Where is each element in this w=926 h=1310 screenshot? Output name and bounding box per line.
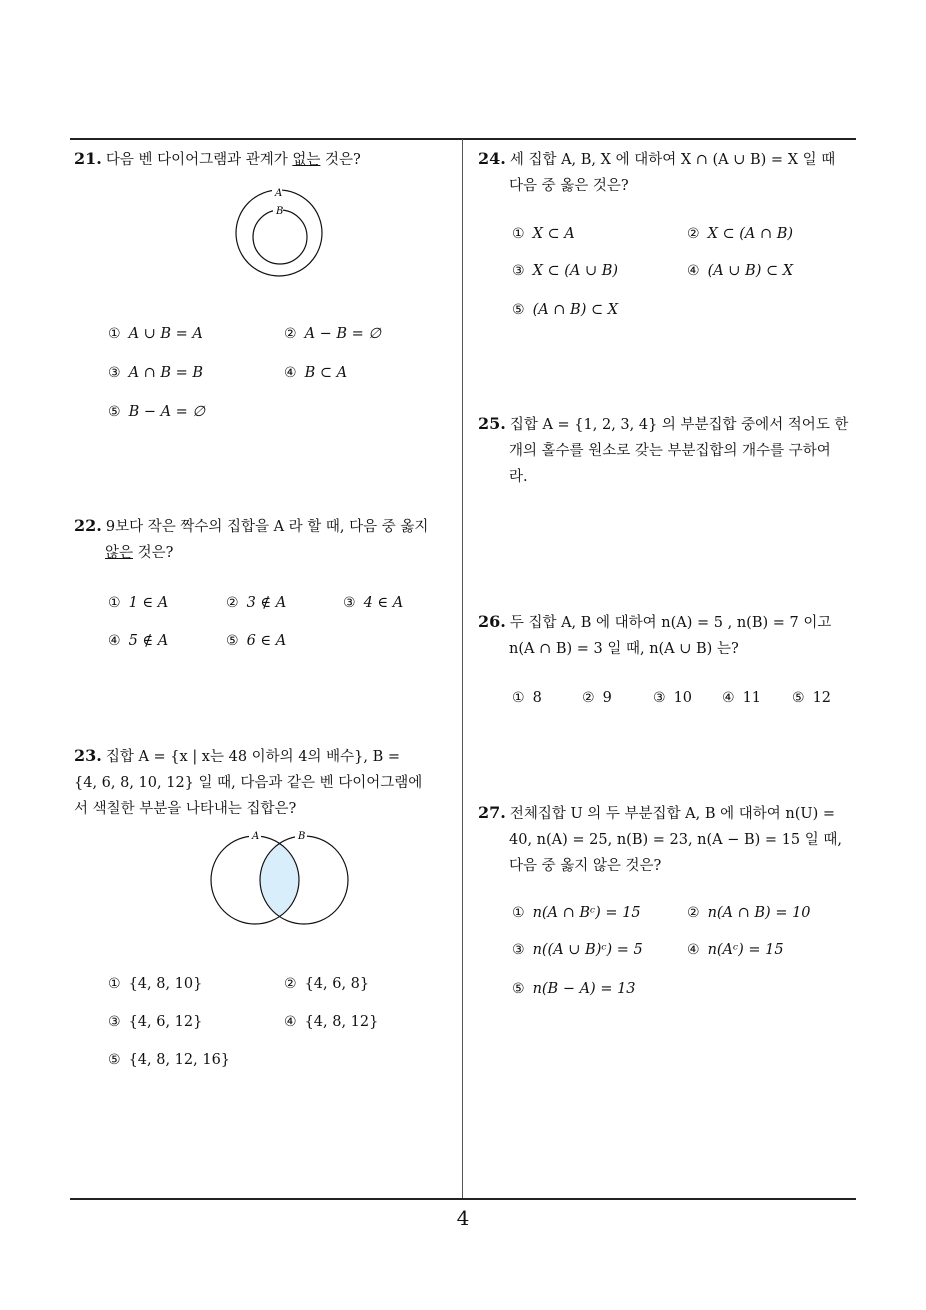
- option-mark: ①: [512, 905, 525, 921]
- question-text: 집합 A = {1, 2, 3, 4} 의 부분집합 중에서 적어도 한: [509, 417, 849, 433]
- option-mark: ⑤: [108, 1052, 121, 1068]
- option-text: A ∩ B = B: [128, 365, 204, 381]
- question-27: [478, 800, 862, 879]
- option-mark: ⑤: [226, 633, 239, 649]
- option-text: n(A ∩ B) = 10: [707, 905, 811, 921]
- option-text: n(B − A) = 13: [532, 981, 636, 997]
- question-26: [478, 609, 862, 662]
- option-mark: ③: [512, 263, 525, 279]
- option-text: n(A ∩ Bᶜ) = 15: [532, 905, 641, 921]
- option-5[interactable]: [792, 690, 831, 706]
- question-25: [478, 411, 862, 490]
- option-text: {4, 6, 8}: [304, 976, 370, 992]
- label-a: A: [252, 831, 260, 842]
- question-number: 26.: [478, 612, 506, 631]
- question-text: 다음 중 옳지 않은 것은?: [509, 858, 662, 874]
- question-text: 두 집합 A, B 에 대하여 n(A) = 5 , n(B) = 7 이고: [509, 615, 832, 631]
- option-mark: ①: [108, 595, 121, 611]
- option-1[interactable]: [108, 595, 168, 611]
- question-text: 서 색칠한 부분을 나타내는 집합은?: [74, 801, 297, 817]
- question-number: 22.: [74, 516, 102, 535]
- question-number: 23.: [74, 746, 102, 765]
- option-text: B ⊂ A: [304, 365, 348, 381]
- question-number: 27.: [478, 803, 506, 822]
- question-text: 40, n(A) = 25, n(B) = 23, n(A − B) = 15 일 때,: [509, 832, 842, 848]
- bottom-rule: [70, 1198, 856, 1200]
- option-3[interactable]: [653, 690, 692, 706]
- question-number: 21.: [74, 149, 102, 168]
- option-text: n((A ∪ B)ᶜ) = 5: [532, 942, 643, 958]
- option-text: {4, 8, 10}: [128, 976, 203, 992]
- option-mark: ①: [108, 326, 121, 342]
- option-text: 10: [673, 690, 693, 706]
- question-text: 전체집합 U 의 두 부분집합 A, B 에 대하여 n(U) =: [509, 806, 836, 822]
- option-2[interactable]: [226, 595, 286, 611]
- option-1[interactable]: [108, 326, 203, 342]
- option-mark: ①: [512, 226, 525, 242]
- option-4[interactable]: [108, 633, 168, 649]
- option-3[interactable]: [512, 263, 618, 279]
- option-5[interactable]: [512, 302, 618, 318]
- question-24: [478, 146, 862, 199]
- option-text: {4, 8, 12, 16}: [128, 1052, 231, 1068]
- option-mark: ⑤: [512, 981, 525, 997]
- option-mark: ④: [108, 633, 121, 649]
- top-rule: [70, 138, 856, 140]
- option-1[interactable]: [512, 690, 542, 706]
- option-text: 5 ∉ A: [128, 633, 169, 649]
- option-mark: ②: [687, 905, 700, 921]
- inner-circle-b: [253, 210, 307, 264]
- option-3[interactable]: [512, 942, 643, 958]
- option-text: n(Aᶜ) = 15: [707, 942, 784, 958]
- outer-circle-a: [236, 190, 322, 276]
- option-mark: ③: [512, 942, 525, 958]
- option-mark: ②: [582, 690, 595, 706]
- question-text-underlined: 없는: [292, 152, 321, 168]
- option-mark: ⑤: [792, 690, 805, 706]
- option-mark: ③: [108, 365, 121, 381]
- option-3[interactable]: [108, 365, 203, 381]
- option-2[interactable]: [687, 226, 793, 242]
- option-2[interactable]: [284, 976, 369, 992]
- option-4[interactable]: [722, 690, 761, 706]
- option-mark: ①: [108, 976, 121, 992]
- option-2[interactable]: [284, 326, 381, 342]
- question-21: [74, 146, 458, 173]
- option-mark: ⑤: [108, 404, 121, 420]
- option-4[interactable]: [687, 942, 784, 958]
- question-23: [74, 743, 458, 822]
- option-5[interactable]: [108, 404, 205, 420]
- question-text: n(A ∩ B) = 3 일 때, n(A ∪ B) 는?: [509, 641, 739, 657]
- option-text: 1 ∈ A: [128, 595, 169, 611]
- option-mark: ②: [284, 976, 297, 992]
- option-5[interactable]: [226, 633, 286, 649]
- option-mark: ③: [108, 1014, 121, 1030]
- question-text: 것은?: [320, 152, 361, 168]
- option-3[interactable]: [108, 1014, 202, 1030]
- question-text: 다음 벤 다이어그램과 관계가: [105, 152, 293, 168]
- label-b: B: [298, 831, 306, 842]
- option-text: {4, 8, 12}: [304, 1014, 379, 1030]
- option-text: X ⊂ A: [532, 226, 575, 242]
- question-text: 세 집합 A, B, X 에 대하여 X ∩ (A ∪ B) = X 일 때: [509, 152, 836, 168]
- option-text: 6 ∈ A: [246, 633, 287, 649]
- question-22: [74, 513, 458, 566]
- option-text: X ⊂ (A ∪ B): [532, 263, 619, 279]
- question-text: 것은?: [133, 545, 174, 561]
- question-text: 라.: [509, 469, 528, 485]
- venn-diagram-subset: [230, 186, 330, 286]
- question-text: 다음 중 옳은 것은?: [509, 178, 629, 194]
- label-a: A: [275, 188, 283, 199]
- option-text: X ⊂ (A ∩ B): [707, 226, 794, 242]
- option-mark: ②: [226, 595, 239, 611]
- option-2[interactable]: [687, 905, 811, 921]
- question-text: 9보다 작은 짝수의 집합을 A 라 할 때, 다음 중 옳지: [105, 519, 429, 535]
- question-text: 집합 A = {x | x는 48 이하의 4의 배수}, B =: [105, 749, 401, 765]
- option-mark: ③: [653, 690, 666, 706]
- question-number: 25.: [478, 414, 506, 433]
- option-text: 12: [812, 690, 832, 706]
- option-mark: ②: [687, 226, 700, 242]
- option-text: (A ∪ B) ⊂ X: [707, 263, 794, 279]
- question-text-underlined: 않은: [105, 545, 134, 561]
- option-1[interactable]: [108, 976, 202, 992]
- option-mark: ②: [284, 326, 297, 342]
- option-5[interactable]: [512, 981, 636, 997]
- option-mark: ①: [512, 690, 525, 706]
- venn-diagram-intersection: [205, 830, 355, 930]
- option-text: {4, 6, 12}: [128, 1014, 203, 1030]
- option-3[interactable]: [343, 595, 403, 611]
- option-1[interactable]: [512, 905, 641, 921]
- option-text: 9: [602, 690, 612, 706]
- page-number: 4: [456, 1206, 470, 1230]
- option-text: A − B = ∅: [304, 326, 382, 342]
- option-mark: ⑤: [512, 302, 525, 318]
- option-mark: ④: [687, 942, 700, 958]
- question-number: 24.: [478, 149, 506, 168]
- column-divider: [462, 139, 463, 1199]
- option-mark: ④: [284, 365, 297, 381]
- option-text: 8: [532, 690, 542, 706]
- option-1[interactable]: [512, 226, 575, 242]
- option-4[interactable]: [284, 1014, 378, 1030]
- option-4[interactable]: [687, 263, 793, 279]
- option-mark: ④: [687, 263, 700, 279]
- option-2[interactable]: [582, 690, 612, 706]
- option-text: B − A = ∅: [128, 404, 206, 420]
- question-text: {4, 6, 8, 10, 12} 일 때, 다음과 같은 벤 다이어그램에: [74, 775, 423, 791]
- option-text: 4 ∈ A: [363, 595, 404, 611]
- option-mark: ④: [722, 690, 735, 706]
- question-text: 개의 홀수를 원소로 갖는 부분집합의 개수를 구하여: [509, 443, 831, 459]
- option-5[interactable]: [108, 1052, 230, 1068]
- option-text: (A ∩ B) ⊂ X: [532, 302, 619, 318]
- option-text: A ∪ B = A: [128, 326, 203, 342]
- option-mark: ③: [343, 595, 356, 611]
- option-text: 3 ∉ A: [246, 595, 287, 611]
- option-4[interactable]: [284, 365, 347, 381]
- label-b: B: [276, 206, 284, 217]
- option-mark: ④: [284, 1014, 297, 1030]
- option-text: 11: [742, 690, 762, 706]
